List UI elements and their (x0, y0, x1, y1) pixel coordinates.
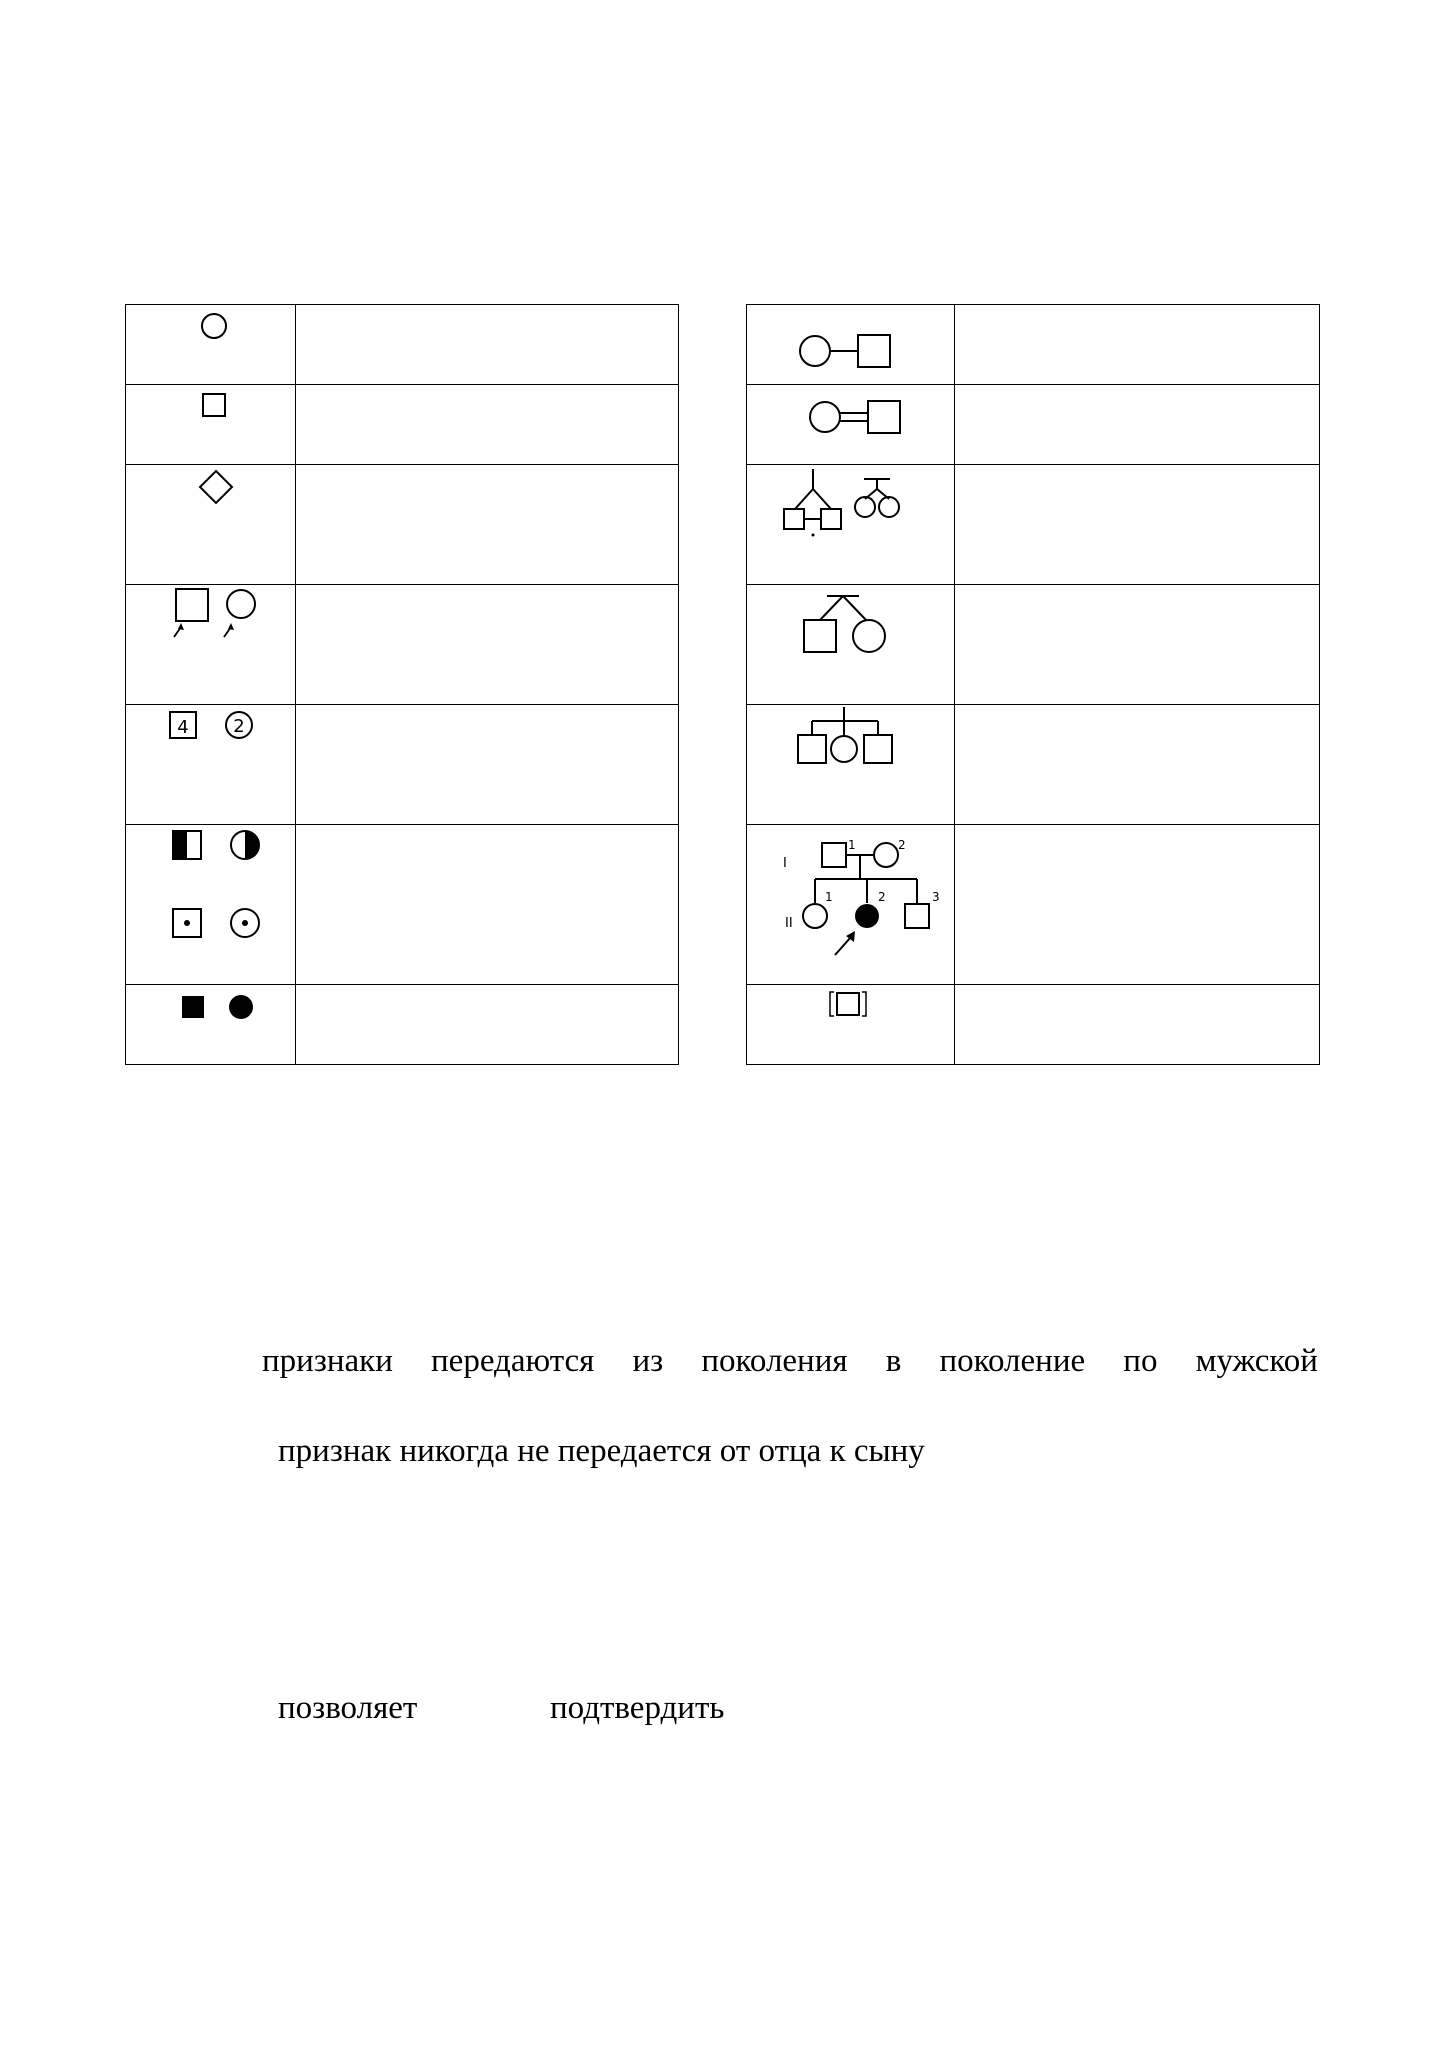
legend-row-multiple (126, 705, 679, 825)
legend-row-consanguineous (747, 385, 1320, 465)
description-cell (955, 305, 1320, 385)
description-cell (296, 465, 679, 585)
unknown-sex-icon (126, 465, 296, 585)
description-cell (955, 705, 1320, 825)
legend-row-pedigree-example (747, 825, 1320, 985)
female-icon (126, 305, 296, 385)
description-cell (296, 585, 679, 705)
description-cell (955, 385, 1320, 465)
legend-row-unknown-sex (126, 465, 679, 585)
generation-label-I: I (783, 856, 787, 871)
fraternal-twins-icon (747, 585, 955, 705)
body-text-line-3-part-2: подтвердить (550, 1690, 725, 1726)
legend-row-affected (126, 985, 679, 1065)
symbol-cell (126, 305, 296, 385)
symbol-cell (126, 465, 296, 585)
description-cell (955, 465, 1320, 585)
symbol-cell (747, 385, 955, 465)
symbol-cell (126, 985, 296, 1065)
symbol-cell (747, 305, 955, 385)
pedigree-example-icon (747, 825, 955, 985)
individual-label: 3 (932, 890, 940, 904)
legend-row-siblings (747, 705, 1320, 825)
identical-twins-icon (747, 465, 955, 585)
affected-icon (126, 985, 296, 1065)
carrier-icon (126, 825, 296, 985)
word: мужской (1195, 1343, 1318, 1379)
legend-row-adopted (747, 985, 1320, 1065)
description-cell (955, 985, 1320, 1065)
word: по (1123, 1343, 1158, 1379)
symbol-cell (747, 825, 955, 985)
proband-icon (126, 585, 296, 705)
description-cell (296, 705, 679, 825)
symbol-cell (747, 585, 955, 705)
adopted-icon (747, 985, 955, 1065)
legend-row-female (126, 305, 679, 385)
word: передаются (431, 1343, 595, 1379)
multiple-individuals-icon (126, 705, 296, 825)
symbol-cell (126, 585, 296, 705)
word: поколение (939, 1343, 1086, 1379)
description-cell (955, 825, 1320, 985)
body-text-line-2: признак никогда не передается от отца к сыну (278, 1433, 925, 1469)
symbol-cell (126, 385, 296, 465)
symbol-cell (747, 705, 955, 825)
individual-label: 1 (848, 838, 856, 852)
description-cell (296, 305, 679, 385)
description-cell (296, 825, 679, 985)
word: из (632, 1343, 664, 1379)
siblings-icon (747, 705, 955, 825)
description-cell (296, 985, 679, 1065)
word: поколения (701, 1343, 848, 1379)
generation-label-II: II (785, 916, 793, 931)
male-icon (126, 385, 296, 465)
legend-row-carrier (126, 825, 679, 985)
description-cell (296, 385, 679, 465)
legend-row-fraternal-twins (747, 585, 1320, 705)
symbol-cell (747, 465, 955, 585)
symbol-cell (747, 985, 955, 1065)
legend-table-right (746, 304, 1320, 1065)
body-text-line-1 (262, 1343, 1318, 1380)
legend-table-left (125, 304, 679, 1065)
individual-label: 2 (898, 838, 906, 852)
body-text-line-3-part-1: позволяет (278, 1690, 418, 1726)
word: признаки (262, 1343, 393, 1379)
legend-row-marriage (747, 305, 1320, 385)
count-label-male: 4 (177, 717, 189, 738)
individual-label: 2 (878, 890, 886, 904)
word: в (885, 1343, 902, 1379)
description-cell (955, 585, 1320, 705)
symbol-cell (126, 705, 296, 825)
individual-label: 1 (825, 890, 833, 904)
count-label-female: 2 (233, 716, 245, 737)
marriage-icon (747, 305, 955, 385)
legend-row-identical-twins (747, 465, 1320, 585)
legend-row-proband (126, 585, 679, 705)
consanguineous-marriage-icon (747, 385, 955, 465)
symbol-cell (126, 825, 296, 985)
legend-row-male (126, 385, 679, 465)
